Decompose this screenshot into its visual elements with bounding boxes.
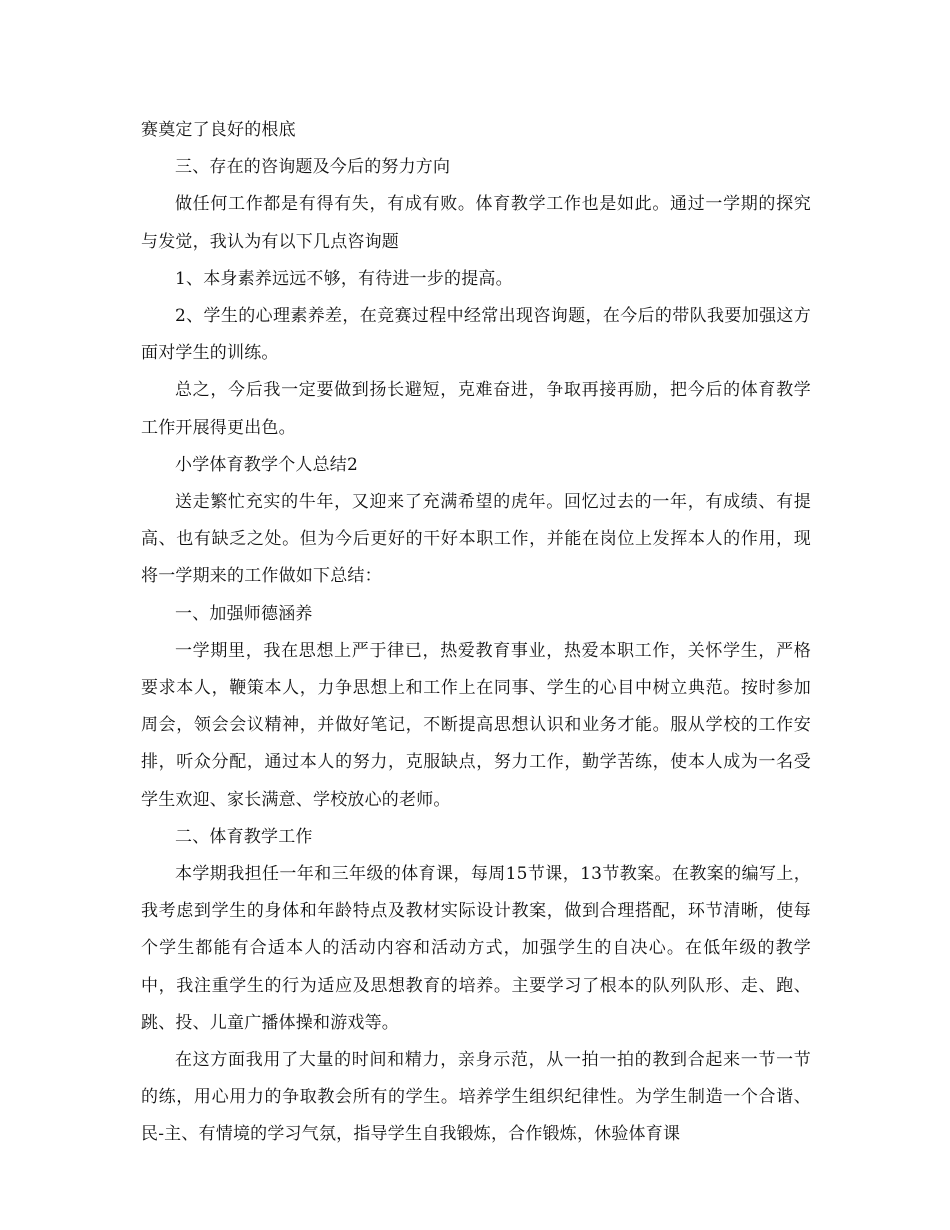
list-item-2: 2、学生的心理素养差，在竞赛过程中经常出现咨询题，在今后的带队我要加强这方面对学生的训练。 (141, 306, 811, 364)
section-heading-1: 一、加强师德涵养 (175, 603, 313, 624)
paragraph-6: 总之，今后我一定要做到扬长避短，克难奋进，争取再接再励，把今后的体育教学工作开展得更出色。 (141, 380, 811, 438)
paragraph-13: 在这方面我用了大量的时间和精力，亲身示范，从一拍一拍的教到合起来一节一节的练，用心用力的争取教会所有的学生。培养学生组织纪律性。为学生制造一个合谐、民-主、有情境的学习气氛，指导学生自我锻炼，合作锻炼，休验体育课 (141, 1050, 811, 1145)
section-heading-2: 二、体育教学工作 (175, 826, 313, 847)
article-title-2: 小学体育教学个人总结2 (175, 454, 359, 475)
paragraph-8: 送走繁忙充实的牛年，又迎来了充满希望的虎年。回忆过去的一年，有成绩、有提高、也有缺乏之处。但为今后更好的干好本职工作，并能在岗位上发挥本人的作用，现将一学期来的工作做如下总结： (141, 492, 811, 587)
document-page (141, 112, 811, 1154)
paragraph-3: 做任何工作都是有得有失，有成有败。体育教学工作也是如此。通过一学期的探究与发觉，我认为有以下几点咨询题 (141, 194, 811, 252)
paragraph-1: 赛奠定了良好的根底 (141, 120, 296, 140)
section-heading-3: 三、存在的咨询题及今后的努力方向 (175, 157, 451, 178)
paragraph-10: 一学期里，我在思想上严于律已，热爱教育事业，热爱本职工作，关怀学生，严格要求本人，鞭策本人，力争思想上和工作上在同事、学生的心目中树立典范。按时参加周会，领会会议精神，并做好笔记，不断提高思想认识和业务才能。服从学校的工作安排，听众分配，通过本人的努力，克服缺点，努力工作，勤学苦练，使本人成为一名受学生欢迎、家长满意、学校放心的老师。 (141, 640, 811, 810)
paragraph-12: 本学期我担任一年和三年级的体育课，每周15节课，13节教案。在教案的编写上，我考虑到学生的身体和年龄特点及教材实际设计教案，做到合理搭配，环节清晰，使每个学生都能有合适本人的活动内容和活动方式，加强学生的自决心。在低年级的教学中，我注重学生的行为适应及思想教育的培养。主要学习了根本的队列队形、走、跑、跳、投、儿童广播体操和游戏等。 (141, 864, 811, 1033)
list-item-1: 1、本身素养远远不够，有待进一步的提高。 (175, 268, 513, 289)
